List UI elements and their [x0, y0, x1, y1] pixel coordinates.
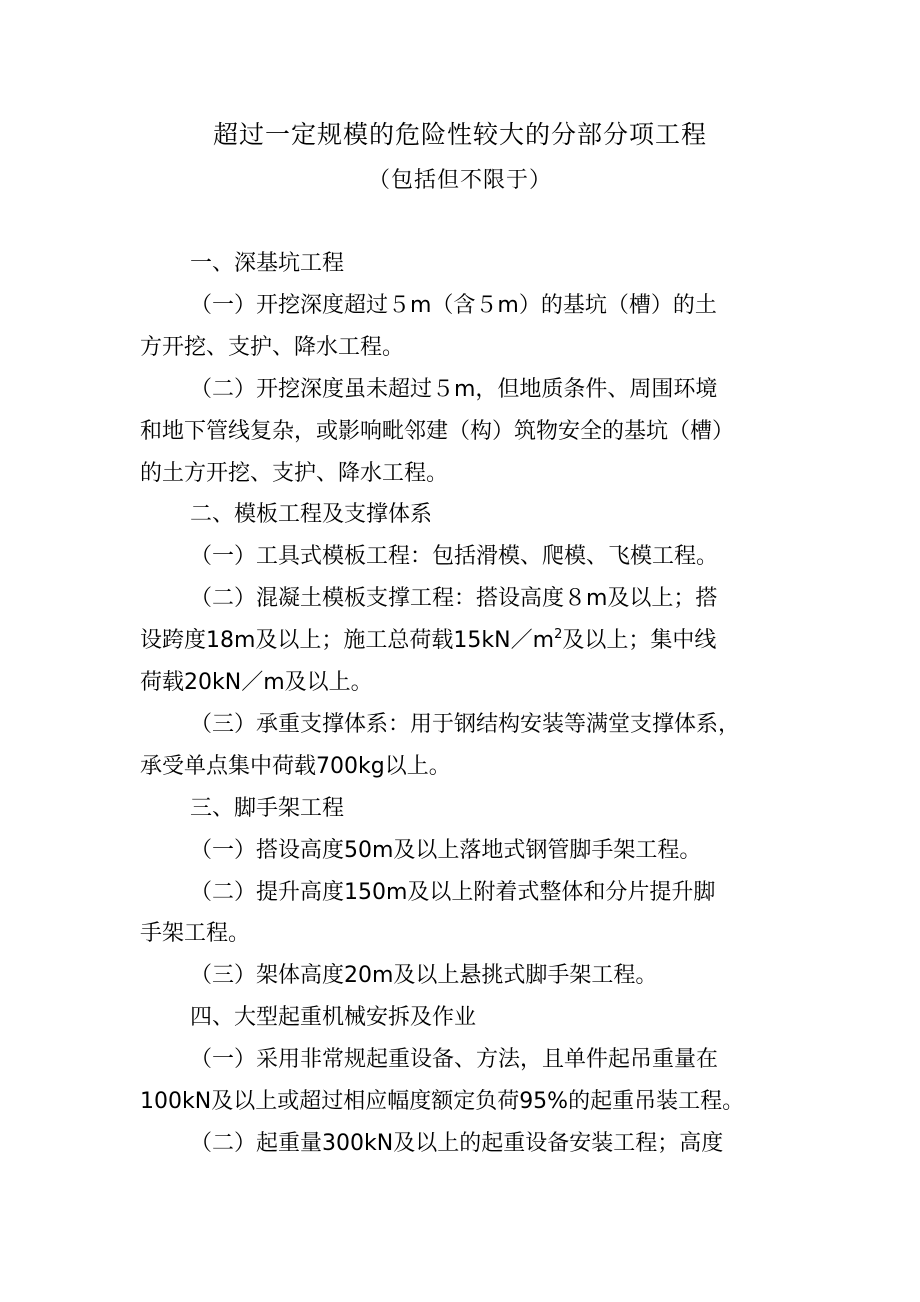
body-line-s2-item2-l1 — [190, 581, 717, 617]
body-line-text: （三）承重支撑体系：用于钢结构安装等满堂支撑体系， — [190, 711, 741, 737]
body-line-s4-item1-l2 — [140, 1084, 744, 1120]
body-line-text: （一）采用非常规起重设备、方法，且单件起吊重量在 — [190, 1047, 719, 1073]
body-line-text: 承受单点集中荷载700kg以上。 — [140, 753, 451, 779]
body-line-s3-item2-l2 — [140, 916, 250, 952]
body-line-text: 方开挖、支护、降水工程。 — [140, 334, 405, 360]
document-subtitle: （包括但不限于） — [367, 168, 552, 193]
body-line-s1-item2-l2 — [140, 414, 734, 450]
body-line-s2-item3-l2 — [140, 749, 451, 785]
body-line-s1-item1-l1 — [190, 288, 717, 324]
body-line-text: （二）混凝土模板支撑工程：搭设高度８m及以上；搭 — [190, 586, 718, 612]
superscript: 2 — [554, 627, 563, 643]
body-line-s4-item1-l1 — [190, 1042, 718, 1078]
body-line-s3-item2-l1 — [190, 875, 715, 911]
body-line-s2-item2-l3 — [140, 665, 373, 701]
body-line-s2-item2-l2 — [140, 623, 716, 659]
body-line-text: （一）工具式模板工程：包括滑模、爬模、飞模工程。 — [190, 544, 719, 570]
body-line-s1-heading — [190, 246, 344, 282]
body-line-text: （二）开挖深度虽未超过５m，但地质条件、周围环境 — [190, 376, 718, 402]
body-line-text: （一）开挖深度超过５m（含５m）的基坑（槽）的土 — [190, 292, 717, 318]
body-line-text-continued: 及以上；集中线 — [562, 628, 717, 654]
body-line-text: 一、深基坑工程 — [190, 251, 345, 276]
document-title: 超过一定规模的危险性较大的分部分项工程 — [212, 120, 707, 149]
body-line-text: 荷载20kN／m及以上。 — [140, 670, 373, 695]
body-line-text: 四、大型起重机械安拆及作业 — [190, 1005, 477, 1031]
body-line-text: （三）架体高度20m及以上悬挑式脚手架工程。 — [190, 963, 658, 989]
body-line-text: （二）起重量300kN及以上的起重设备安装工程；高度 — [190, 1130, 724, 1156]
body-line-text: 设跨度18m及以上；施工总荷载15kN／m — [140, 628, 555, 654]
body-line-s4-heading — [190, 1000, 476, 1036]
body-line-s3-heading — [190, 791, 344, 827]
body-line-s4-item2-l1 — [190, 1126, 723, 1162]
body-line-text: 100kN及以上或超过相应幅度额定负荷95%的起重吊装工程。 — [140, 1089, 745, 1114]
body-line-text: 二、模板工程及支撑体系 — [190, 502, 433, 528]
body-line-s2-heading — [190, 497, 432, 533]
body-line-s3-item3-l1 — [190, 958, 657, 994]
body-line-s2-item3-l1 — [190, 707, 740, 743]
body-line-s1-item2-l3 — [140, 456, 448, 492]
body-line-text: 的土方开挖、支护、降水工程。 — [140, 460, 449, 486]
body-line-s1-item1-l2 — [140, 330, 404, 366]
body-line-text: （二）提升高度150m及以上附着式整体和分片提升脚 — [190, 879, 716, 905]
body-line-s2-item1-l1 — [190, 539, 718, 575]
body-line-s1-item2-l1 — [190, 372, 717, 408]
body-line-text: 三、脚手架工程 — [190, 795, 345, 821]
body-line-s3-item1-l1 — [190, 833, 701, 869]
body-line-text: （一）搭设高度50m及以上落地式钢管脚手架工程。 — [190, 837, 702, 863]
body-line-text: 手架工程。 — [140, 921, 251, 947]
body-line-text: 和地下管线复杂，或影响毗邻建（构）筑物安全的基坑（槽） — [140, 418, 735, 444]
